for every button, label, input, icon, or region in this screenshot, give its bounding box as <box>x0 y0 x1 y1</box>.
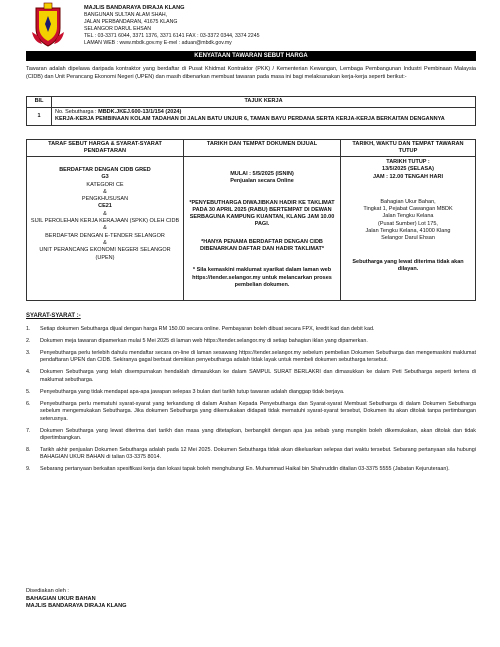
grade-value: G3 <box>101 174 109 181</box>
term-text: Tarikh akhir penjualan Dokumen Sebutharga adalah pada 12 Mei 2025. Dokumen Sebutharga tidak akan dikeluarkan selepas dari waktu tersebut. Sebarang pertanyaan sila hubungi BAHAGIAN UKUR BAHAN di talian 03-3375 8014. <box>40 447 476 461</box>
term-item <box>26 389 476 396</box>
late-submission-note: Sebutharga yang lewat diterima tidak akan dilayan. <box>352 258 464 272</box>
address-line: JALAN PERBANDARAN, 41675 KLANG <box>84 18 178 25</box>
term-text: Sebarang pertanyaan berkaitan spesifikasi kerja dan lokasi tapak boleh menghubungi En. Muhammad Haikal bin Shahruddin ditalian 03-3375 5555 (Jabatan Kejuruteraan). <box>40 466 450 473</box>
term-text: Penyebutharga yang tidak mendapat apa-apa jawapan selepas 3 bulan dari tarikh tutup tawaran adalah dianggap tidak berjaya. <box>40 388 345 395</box>
address-line: (Pusat Sumber) Lot 175, <box>378 220 438 227</box>
crest-logo-icon <box>30 2 66 48</box>
col-tajuk: TAJUK KERJA <box>52 97 476 108</box>
work-title-cell <box>52 108 476 126</box>
category-label: KATEGORI CE <box>86 181 124 188</box>
col-dokumen: TARIKH DAN TEMPAT DOKUMEN DIJUAL <box>184 140 341 157</box>
sale-mode: Penjualan secara Online <box>230 178 294 185</box>
ampersand: & <box>103 225 107 232</box>
terms-list <box>26 326 476 478</box>
briefing-eligibility: *HANYA PENAMA BERDAFTAR DENGAN CIDB DIBENARKAN DAFTAR DAN HADIR TAKLIMAT* <box>199 238 325 253</box>
specialisation-label: PENGKHUSUSAN <box>81 196 129 203</box>
term-text: Penyebutharga perlu mematuhi syarat-syarat yang terkandung di dalam Arahan Kepada Penyebutharga dan Syarat-syarat Membuat Sebutharga di dalam Dokumen Sebutharga sebelum mengemukakan Sebutharga. Jika dokumen Sebutharga yang dikemukakan didapati tidak mematuhi syarat-syarat tersebut, Dokumen itu akan ditolak tanpa pertimbangan seterusnya. <box>40 400 476 422</box>
notice-title: KENYATAAN TAWARAN SEBUT HARGA <box>26 51 476 61</box>
term-number: 6. <box>26 400 31 407</box>
term-number: 7. <box>26 427 31 434</box>
term-text: Dokumen Sebutharga yang lewat diterima dari tarikh dan masa yang ditetapkan, berbangkit dengan apa jua sebab yang mungkin boleh dikemukakan, akan ditolak dan tidak dipertimbangkan. <box>40 427 476 442</box>
col-tutup: TARIKH, WAKTU DAN TEMPAT TAWARAN TUTUP <box>341 140 476 157</box>
etender-label: BERDAFTAR DENGAN E-TENDER SELANGOR <box>45 232 165 239</box>
web-line: LAMAN WEB : www.mbdk.gov.my E-mel : aduan@mbdk.gov.my <box>84 39 232 46</box>
document-sale-cell <box>184 157 341 301</box>
closing-label: TARIKH TUTUP : <box>386 159 430 165</box>
term-item <box>26 338 476 345</box>
cidb-grade-label: BERDAFTAR DENGAN CIDB GRED <box>59 167 151 173</box>
term-number: 3. <box>26 350 31 356</box>
row-number: 1 <box>27 108 52 126</box>
sale-start-date: MULAI : 5/5/2025 (ISNIN) <box>230 171 294 177</box>
closing-date: 13/5/2025 (SELASA) <box>382 166 434 173</box>
term-item <box>26 401 476 423</box>
ampersand: & <box>103 188 107 195</box>
work-title: KERJA-KERJA PEMBINAAN KOLAM TADAHAN DI JALAN BATU UNJUR 6, TAMAN BAYU PERDANA SERTA KERJA-KERJA BERKAITAN DENGANNYA <box>55 116 445 123</box>
address-line: Selangor Darul Ehsan <box>381 235 435 242</box>
address-line: Jalan Tengku Kelana <box>382 213 434 220</box>
address-line: BANGUNAN SULTAN ALAM SHAH, <box>84 11 168 18</box>
term-item <box>26 428 476 443</box>
prepared-by-label: Disediakan oleh : <box>26 588 69 594</box>
ampersand: & <box>103 239 107 246</box>
term-number: 1. <box>26 326 31 332</box>
term-text: Dokumen Sebutharga yang telah disempurnakan hendaklah dimasukkan ke dalam SAMPUL SURAT BERLAKRI dan dimasukkan ke dalam Peti Sebutharga seperti tertera di maklumat sebutharga. <box>40 369 476 383</box>
closing-cell <box>341 157 476 301</box>
upen-label: UNIT PERANCANG EKONOMI NEGERI SELANGOR (UPEN) <box>39 247 171 261</box>
intro-paragraph: Tawaran adalah dipelawa daripada kontraktor yang berdaftar di Pusat Khidmat Kontraktor (PKK) / Kementerian Kewangan, Lembaga Pembangunan Industri Pembinaan Malaysia (CIDB) dan Unit Perancang Ekonomi Negeri (UPEN) dan masih dibenarkan membuat tawaran pada masa ini bagi melaksanakan kerja-kerja seperti berikut:- <box>26 66 476 80</box>
term-item <box>26 447 476 462</box>
address-line: SELANGOR DARUL EHSAN <box>84 25 151 32</box>
details-table <box>26 139 476 301</box>
work-table <box>26 96 476 126</box>
term-number: 4. <box>26 369 31 376</box>
term-number: 2. <box>26 338 31 344</box>
registration-cell <box>27 157 184 301</box>
term-text: Setiap dokumen Sebutharga dijual dengan harga RM 150.00 secara online. Pembayaran boleh dibuat secara FPX, kredit kad dan debit kad. <box>40 326 375 332</box>
term-number: 8. <box>26 447 31 454</box>
address-line: Tingkat 1, Pejabat Cawangan MBDK <box>363 206 453 213</box>
ref-number: MBDK.JKEJ.600-13/1/154 (2024) <box>98 109 182 115</box>
address-line: Bahagian Ukur Bahan, <box>380 198 436 205</box>
address-line: Jalan Tengku Kelana, 41000 Klang <box>365 228 451 235</box>
term-number: 9. <box>26 466 31 473</box>
col-taraf: TARAF SEBUT HARGA & SYARAT-SYARAT PENDAFTARAN <box>27 140 184 157</box>
briefing-notice: *PENYEBUTHARGA DIWAJIBKAN HADIR KE TAKLIMAT PADA 30 APRIL 2025 (RABU) BERTEMPAT DI DEWAN SERBAGUNA KAMPUNG KUANTAN, KLANG JAM 10.00 PAGI. <box>189 199 335 228</box>
term-text: Penyebutharga perlu terlebih dahulu mendaftar secara on-line di laman sesawang https://tender.selangor.my sebelum pembelian Dokumen Sebutharga dan mengemaskini maklumat pendaftaran UPEN dan CIDB. Sekiranya gagal berbuat demikian penyebutharga adalah tidak layak untuk membeli dokumen sebutharga tersebut. <box>40 350 476 364</box>
spkk-label: SIJIL PEROLEHAN KERJA KERAJAAN (SPKK) OLEH CIDB <box>30 218 180 225</box>
term-item <box>26 369 476 384</box>
terms-heading: SYARAT-SYARAT :- <box>26 313 81 319</box>
term-item <box>26 350 476 365</box>
prepared-by <box>26 588 127 611</box>
col-bil: BIL <box>27 97 52 108</box>
ampersand: & <box>103 210 107 217</box>
term-item <box>26 466 476 473</box>
ref-prefix: No. Sebutharga : <box>55 109 97 115</box>
term-number: 5. <box>26 388 31 395</box>
phone-line: TEL : 03-3371 6044, 3371 1376, 3371 6141 FAX : 03-3372 0344, 3374 2245 <box>84 32 260 39</box>
closing-time: JAM : 12.00 TENGAH HARI <box>373 173 443 180</box>
update-profile-note: * Sila kemaskini maklumat syarikat dalam laman web https://tender.selangor.my untuk melancarkan proses pembelian dokumen. <box>192 267 332 288</box>
term-item <box>26 326 476 333</box>
org-name: MAJLIS BANDARAYA DIRAJA KLANG <box>84 5 185 11</box>
department-name: BAHAGIAN UKUR BAHAN <box>26 595 96 602</box>
council-name: MAJLIS BANDARAYA DIRAJA KLANG <box>26 603 127 609</box>
term-text: Dokumen meja tawaran dipamerkan mulai 5 Mei 2025 di laman web https://tender.selangor.my di setiap bahagian iklan yang dipamerkan. <box>40 338 368 344</box>
specialisation-value: CE21 <box>98 203 112 210</box>
